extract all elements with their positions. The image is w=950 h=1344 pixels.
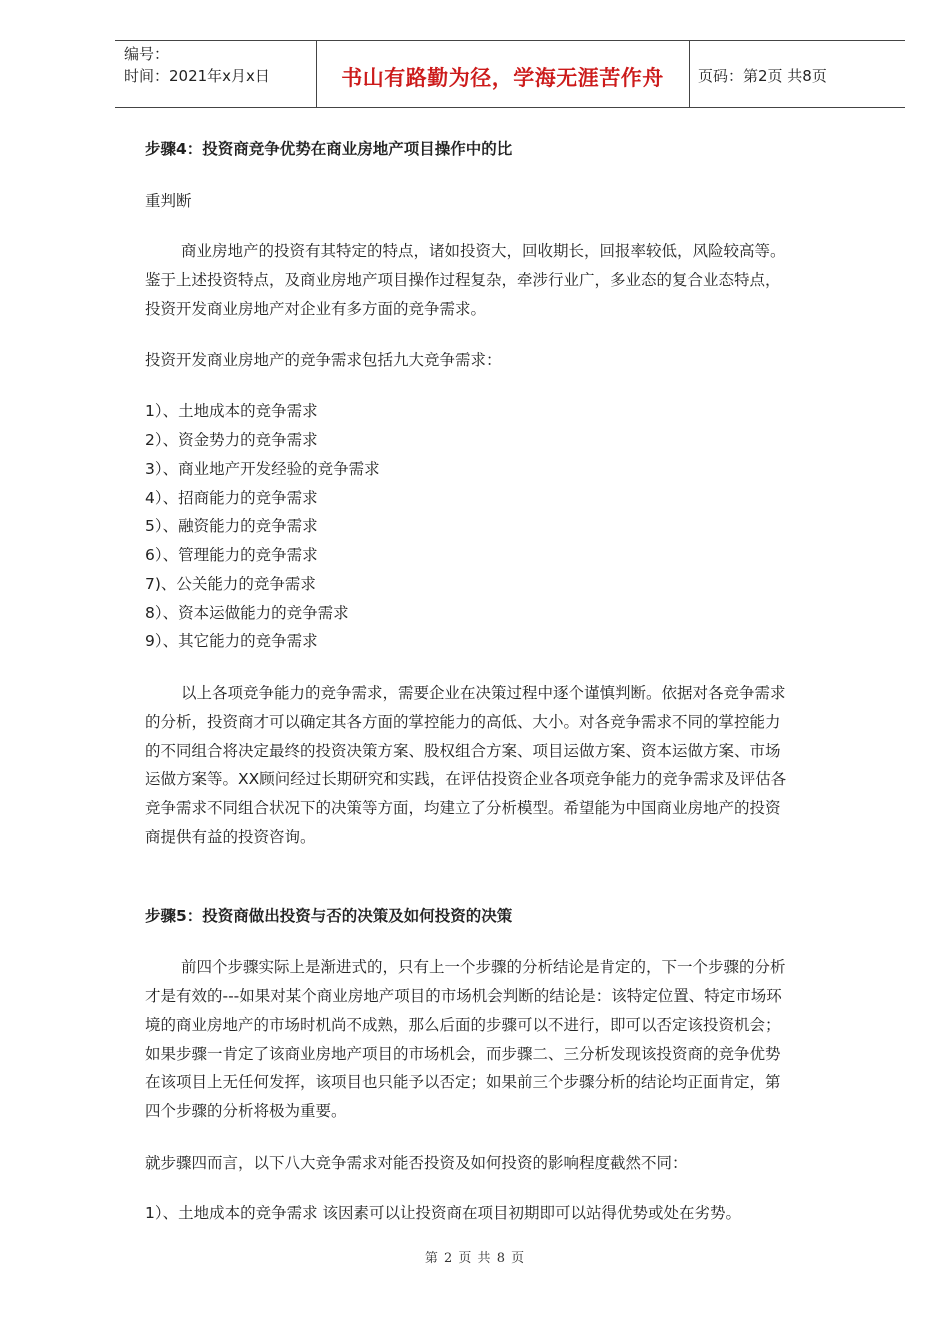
header-top-rule <box>115 40 905 41</box>
list-intro: 投资开发商业房地产的竞争需求包括九大竞争需求： <box>145 351 502 369</box>
para3-line: 如果步骤一肯定了该商业房地产项目的市场机会，而步骤二、三分析发现该投资商的竞争优势 <box>145 1045 781 1063</box>
para2-line: 以上各项竞争能力的竞争需求，需要企业在决策过程中逐个谨慎判断。依据对各竞争需求 <box>181 684 786 702</box>
para1-line: 鉴于上述投资特点，及商业房地产项目操作过程复杂，牵涉行业广，多业态的复合业态特点， <box>145 271 781 289</box>
para5: 1）、土地成本的竞争需求 该因素可以让投资商在项目初期即可以站得优势或处在劣势。 <box>145 1204 742 1222</box>
list-item: 3）、商业地产开发经验的竞争需求 <box>145 460 380 478</box>
list-item: 7)、公关能力的竞争需求 <box>145 575 316 593</box>
header-meta <box>124 43 270 87</box>
list-item: 8）、资本运做能力的竞争需求 <box>145 604 349 622</box>
list-item: 2）、资金势力的竞争需求 <box>145 431 318 449</box>
para2-line: 商提供有益的投资咨询。 <box>145 828 316 846</box>
header-number-label: 编号： <box>124 45 170 63</box>
header-page-label: 页码：第2页 共8页 <box>698 67 827 85</box>
para3-line: 境的商业房地产的市场时机尚不成熟，那么后面的步骤可以不进行，即可以否定该投资机会； <box>145 1016 781 1034</box>
list-item: 6）、管理能力的竞争需求 <box>145 546 318 564</box>
para3-line: 前四个步骤实际上是渐进式的，只有上一个步骤的分析结论是肯定的，下一个步骤的分析 <box>181 958 786 976</box>
para1-line: 投资开发商业房地产对企业有多方面的竞争需求。 <box>145 300 487 318</box>
para4: 就步骤四而言，以下八大竞争需求对能否投资及如何投资的影响程度截然不同： <box>145 1154 688 1172</box>
step4-heading-continued: 重判断 <box>145 192 192 210</box>
header-time-label: 时间：2021年x月x日 <box>124 67 270 85</box>
step4-heading: 步骤4：投资商竞争优势在商业房地产项目操作中的比 <box>145 140 513 158</box>
para1-line: 商业房地产的投资有其特定的特点，诸如投资大，回收期长，回报率较低，风险较高等。 <box>181 242 786 260</box>
header-divider-right <box>689 40 690 107</box>
list-item: 9）、其它能力的竞争需求 <box>145 632 318 650</box>
header-motto: 书山有路勤为径，学海无涯苦作舟 <box>341 65 664 90</box>
header-bottom-rule <box>115 107 905 108</box>
para2-line: 运做方案等。XX顾问经过长期研究和实践，在评估投资企业各项竞争能力的竞争需求及评估各 <box>145 770 787 788</box>
list-item: 1）、土地成本的竞争需求 <box>145 402 318 420</box>
list-item: 5）、融资能力的竞争需求 <box>145 517 318 535</box>
para3-line: 才是有效的---如果对某个商业房地产项目的市场机会判断的结论是：该特定位置、特定市场环 <box>145 987 782 1005</box>
para3-line: 四个步骤的分析将极为重要。 <box>145 1102 347 1120</box>
para2-line: 的分析，投资商才可以确定其各方面的掌控能力的高低、大小。对各竞争需求不同的掌控能力 <box>145 713 781 731</box>
para2-line: 的不同组合将决定最终的投资决策方案、股权组合方案、项目运做方案、资本运做方案、市场 <box>145 742 781 760</box>
para2-line: 竞争需求不同组合状况下的决策等方面，均建立了分析模型。希望能为中国商业房地产的投资 <box>145 799 781 817</box>
page-footer: 第 2 页 共 8 页 <box>424 1251 526 1266</box>
step5-heading: 步骤5：投资商做出投资与否的决策及如何投资的决策 <box>145 907 513 925</box>
para3-line: 在该项目上无任何发挥，该项目也只能予以否定；如果前三个步骤分析的结论均正面肯定，第 <box>145 1073 781 1091</box>
list-item: 4）、招商能力的竞争需求 <box>145 489 318 507</box>
